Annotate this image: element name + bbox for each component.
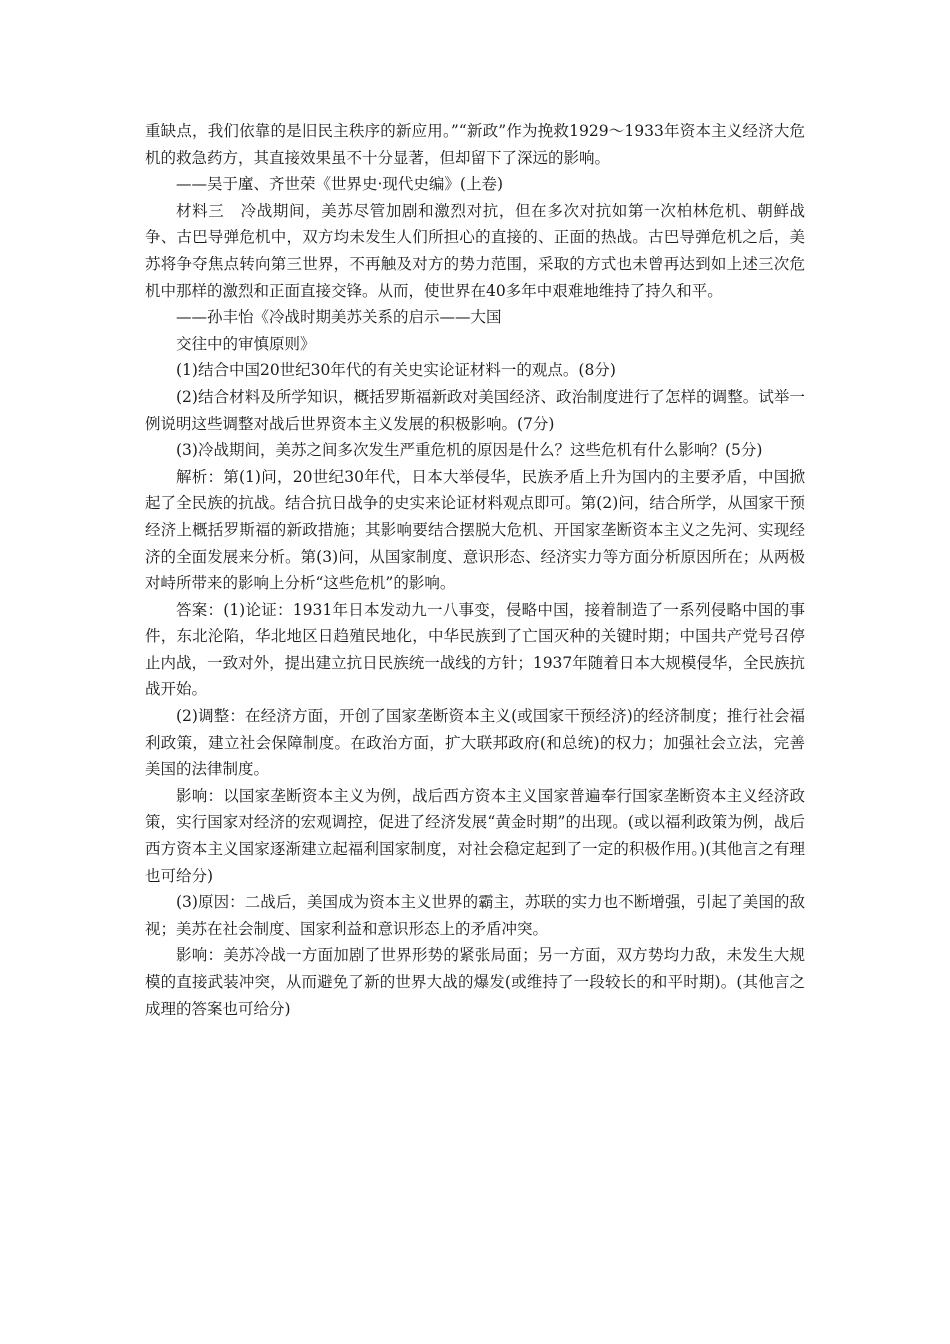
source-citation-2-continued: 交往中的审慎原则》 xyxy=(176,334,316,353)
document-body xyxy=(145,118,805,1022)
question-3: (3)冷战期间，美苏之间多次发生严重危机的原因是什么？这些危机有什么影响？(5分) xyxy=(176,441,763,460)
answer-1: 答案：(1)论证：1931年日本发动九一八事变，侵略中国，接着制造了一系列侵略中国的事件，东北沦陷，华北地区日趋殖民地化，中华民族到了亡国灭种的关键时期；中国共产党号召停止内战，一致对外，提出建立抗日民族统一战线的方针；1937年随着日本大规模侵华，全民族抗战开始。 xyxy=(145,600,805,699)
answer-2-adjustment: (2)调整：在经济方面，开创了国家垄断资本主义(或国家干预经济)的经济制度；推行社会福利政策，建立社会保障制度。在政治方面，扩大联邦政府(和总统)的权力；加强社会立法，完善美国的法律制度。 xyxy=(145,707,805,779)
analysis: 解析：第(1)问，20世纪30年代，日本大举侵华，民族矛盾上升为国内的主要矛盾，中国掀起了全民族的抗战。结合抗日战争的史实来论证材料观点即可。第(2)问，结合所学，从国家干预经济上概括罗斯福的新政措施；其影响要结合摆脱大危机、开国家垄断资本主义之先河、实现经济的全面发展来分析。第(3)问，从国家制度、意识形态、经济实力等方面分析原因所在；从两极对峙所带来的影响上分析“这些危机”的影响。 xyxy=(145,467,805,593)
answer-2-impact: 影响：以国家垄断资本主义为例，战后西方资本主义国家普遍奉行国家垄断资本主义经济政策，实行国家对经济的宏观调控，促进了经济发展“黄金时期”的出现。(或以福利政策为例，战后西方资本主义国家逐渐建立起福利国家制度，对社会稳定起到了一定的积极作用。)(其他言之有理也可给分) xyxy=(145,786,805,885)
question-1: (1)结合中国20世纪30年代的有关史实论证材料一的观点。(8分) xyxy=(176,361,616,380)
question-2: (2)结合材料及所学知识，概括罗斯福新政对美国经济、政治制度进行了怎样的调整。试举一例说明这些调整对战后世界资本主义发展的积极影响。(7分) xyxy=(145,387,805,433)
answer-3-impact: 影响：美苏冷战一方面加剧了世界形势的紧张局面；另一方面，双方势均力敌，未发生大规模的直接武装冲突，从而避免了新的世界大战的爆发(或维持了一段较长的和平时期)。(其他言之成理的答案也可给分) xyxy=(145,946,805,1018)
source-citation-1: ——吴于廑、齐世荣《世界史·现代史编》(上卷) xyxy=(176,175,504,194)
answer-3-reason: (3)原因：二战后，美国成为资本主义世界的霸主，苏联的实力也不断增强，引起了美国的敌视；美苏在社会制度、国家利益和意识形态上的矛盾冲突。 xyxy=(145,893,805,938)
source-citation-2: ——孙丰怡《冷战时期美苏关系的启示——大国 xyxy=(176,308,502,327)
material-three: 材料三 冷战期间，美苏尽管加剧和激烈对抗，但在多次对抗如第一次柏林危机、朝鲜战争、古巴导弹危机中，双方均未发生人们所担心的直接的、正面的热战。古巴导弹危机之后，美苏将争夺焦点转向第三世界，不再触及对方的势力范围，采取的方式也未曾再达到如上述三次危机中那样的激烈和正面直接交锋。从而，使世界在40多年中艰难地维持了持久和平。 xyxy=(145,201,805,300)
paragraph-continuation: 重缺点，我们依靠的是旧民主秩序的新应用。”“新政”作为挽救1929～1933年资本主义经济大危机的救急药方，其直接效果虽不十分显著，但却留下了深远的影响。 xyxy=(145,122,805,167)
